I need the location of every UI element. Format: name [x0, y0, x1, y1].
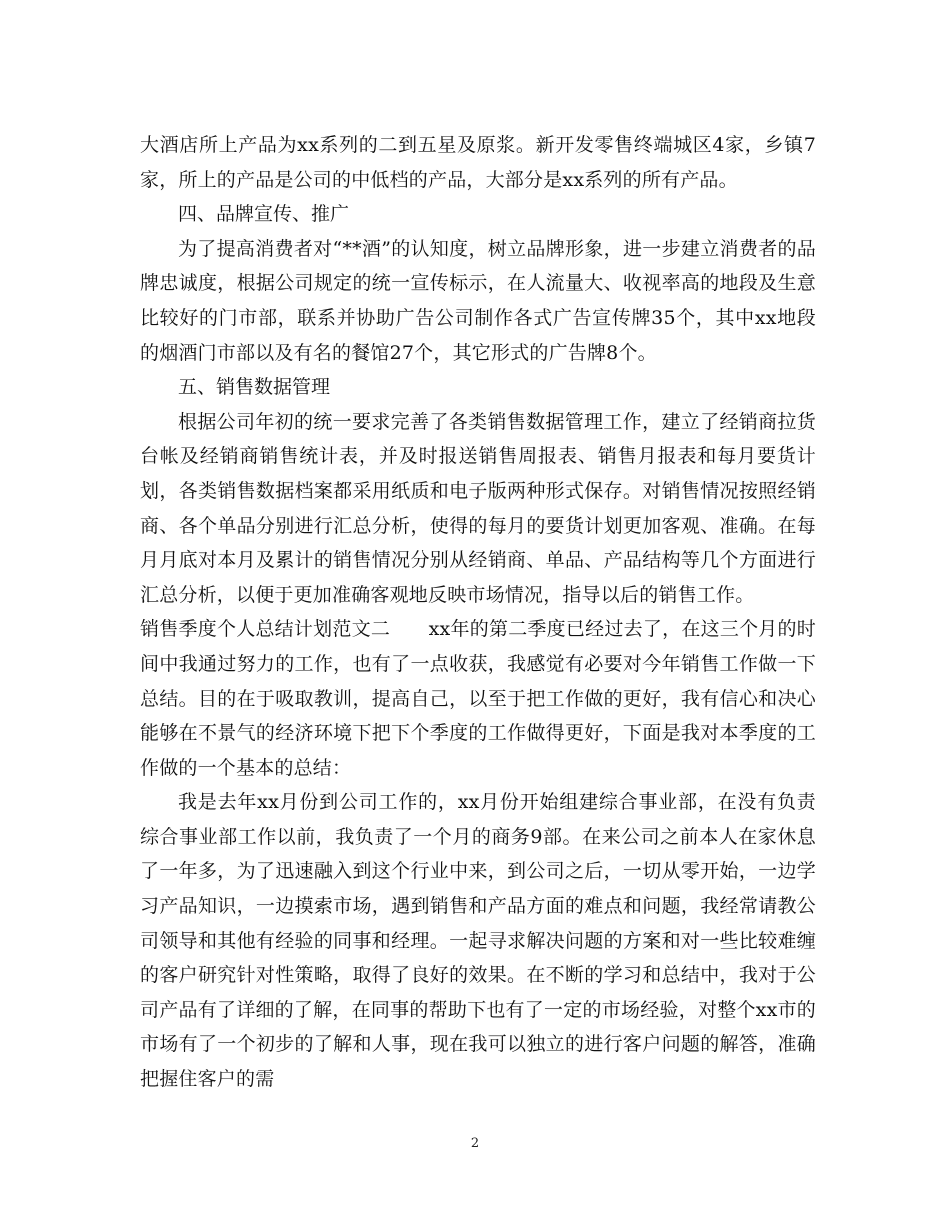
page-number: 2 [470, 1136, 480, 1151]
paragraph-continued-hotel-products: 大酒店所上产品为xx系列的二到五星及原浆。新开发零售终端城区4家，乡镇7家，所上的产品是公司的中低档的产品，大部分是xx系列的所有产品。 [140, 134, 816, 191]
section-heading-brand-promotion: 四、品牌宣传、推广 [178, 203, 350, 226]
paragraph-brand-promotion: 为了提高消费者对“**酒”的认知度，树立品牌形象，进一步建立消费者的品牌忠诚度，根据公司规定的统一宣传标示，在人流量大、收视率高的地段及生意比较好的门市部，联系并协助广告公司制作各式广告宣传牌35个，其中xx地段的烟酒门市部以及有名的餐馆27个，其它形式的广告牌8个。 [140, 237, 816, 364]
document-body [140, 128, 816, 1097]
section-heading-sales-data: 五、销售数据管理 [178, 376, 331, 399]
paragraph-sample-two-intro: 销售季度个人总结计划范文二 xx年的第二季度已经过去了，在这三个月的时间中我通过努力的工作，也有了一点收获，我感觉有必要对今年销售工作做一下总结。目的在于吸取教训，提高自己，以至于把工作做的更好，我有信心和决心能够在不景气的经济环境下把下个季度的工作做得更好，下面是我对本季度的工作做的一个基本的总结： [140, 618, 816, 779]
paragraph-personal-experience: 我是去年xx月份到公司工作的，xx月份开始组建综合事业部，在没有负责综合事业部工作以前，我负责了一个月的商务9部。在来公司之前本人在家休息了一年多，为了迅速融入到这个行业中来，到公司之后，一切从零开始，一边学习产品知识，一边摸索市场，遇到销售和产品方面的难点和问题，我经常请教公司领导和其他有经验的同事和经理。一起寻求解决问题的方案和对一些比较难缠的客户研究针对性策略，取得了良好的效果。在不断的学习和总结中，我对于公司产品有了详细的了解，在同事的帮助下也有了一定的市场经验，对整个xx市的市场有了一个初步的了解和人事，现在我可以独立的进行客户问题的解答，准确把握住客户的需 [140, 791, 816, 1091]
paragraph-sales-data: 根据公司年初的统一要求完善了各类销售数据管理工作，建立了经销商拉货台帐及经销商销售统计表，并及时报送销售周报表、销售月报表和每月要货计划，各类销售数据档案都采用纸质和电子版两种形式保存。对销售情况按照经销商、各个单品分别进行汇总分析，使得的每月的要货计划更加客观、准确。在每月月底对本月及累计的销售情况分别从经销商、单品、产品结构等几个方面进行汇总分析，以便于更加准确客观地反映市场情况，指导以后的销售工作。 [140, 410, 816, 606]
